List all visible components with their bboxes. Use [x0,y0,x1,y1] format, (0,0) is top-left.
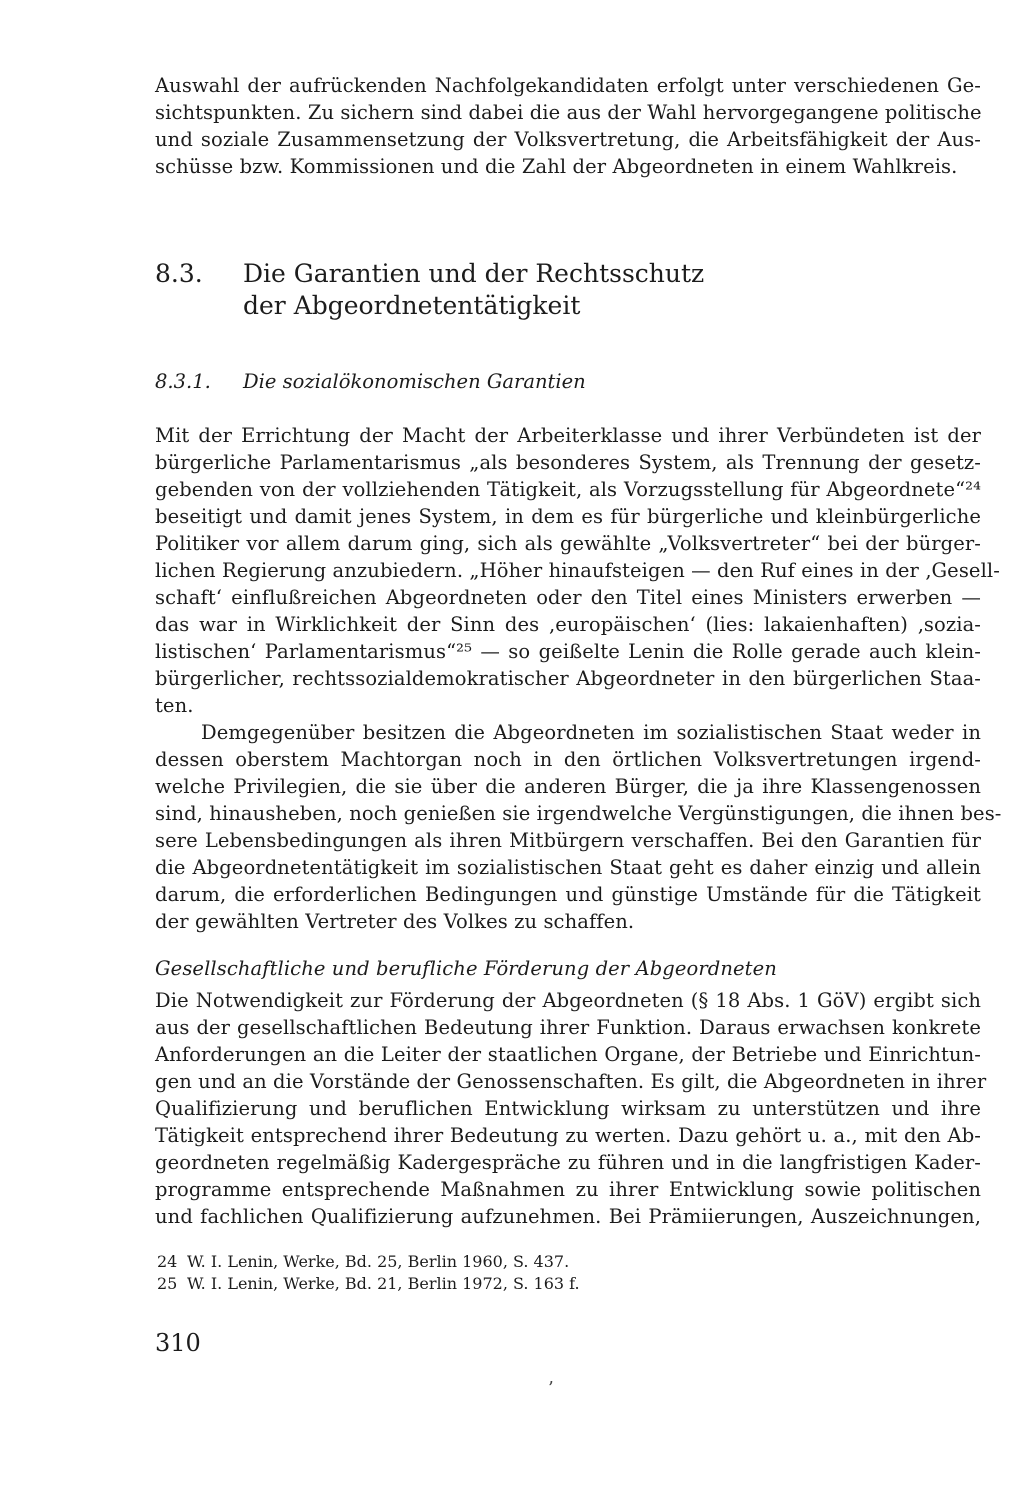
intro-line: Auswahl der aufrückenden Nachfolgekandidaten erfolgt unter verschiedenen Ge- [155,74,981,97]
paragraph-line: der gewählten Vertreter des Volkes zu schaffen. [155,910,635,933]
paragraph-line: darum, die erforderlichen Bedingungen und günstige Umstände für die Tätigkeit [155,883,981,906]
paragraph-line: dessen oberstem Machtorgan noch in den örtlichen Volksvertretungen irgend- [155,748,981,771]
paragraph-line: Die Notwendigkeit zur Förderung der Abgeordneten (§ 18 Abs. 1 GöV) ergibt sich [155,989,981,1012]
paragraph-line: geordneten regelmäßig Kadergespräche zu führen und in die langfristigen Kader- [155,1151,981,1174]
run-in-heading: Gesellschaftliche und berufliche Förderung der Abgeordneten [155,957,777,980]
paragraph-line: Demgegenüber besitzen die Abgeordneten im sozialistischen Staat weder in [201,721,981,744]
paragraph-line: bürgerlicher, rechtssozialdemokratischer Abgeordneter in den bürgerlichen Staa- [155,667,981,690]
paragraph-line: ten. [155,694,194,717]
paragraph-line: sind, hinausheben, noch genießen sie irgendwelche Vergünstigungen, die ihnen bes- [155,802,1002,825]
paragraph-line: aus der gesellschaftlichen Bedeutung ihrer Funktion. Daraus erwachsen konkrete [155,1016,981,1039]
paragraph-line: Tätigkeit entsprechend ihrer Bedeutung zu werten. Dazu gehört u. a., mit den Ab- [155,1124,981,1147]
paragraph-line: gebenden von der vollziehenden Tätigkeit, als Vorzugsstellung für Abgeordnete“²⁴ [155,478,981,501]
paragraph-line: das war in Wirklichkeit der Sinn des ‚europäischen‘ (lies: lakaienhaften) ‚sozia- [155,613,981,636]
subsection-number: 8.3.1. [155,370,211,393]
paragraph-line: welche Privilegien, die sie über die anderen Bürger, die ja ihre Klassengenossen [155,775,981,798]
footnote-text: W. I. Lenin, Werke, Bd. 25, Berlin 1960, S. 437. [187,1252,570,1271]
footnote-text: W. I. Lenin, Werke, Bd. 21, Berlin 1972, S. 163 f. [187,1274,580,1293]
footnote-number: 25 [157,1274,178,1293]
paragraph-line: die Abgeordnetentätigkeit im sozialistischen Staat geht es daher einzig und allein [155,856,981,879]
paragraph-line: Qualifizierung und beruflichen Entwicklung wirksam zu unterstützen und ihre [155,1097,981,1120]
scan-mark: ’ [548,1378,554,1399]
paragraph-line: schaft‘ einflußreichen Abgeordneten oder den Titel eines Ministers erwerben — [155,586,981,609]
footnote-number: 24 [157,1252,178,1271]
intro-line: und soziale Zusammensetzung der Volksvertretung, die Arbeitsfähigkeit der Aus- [155,128,981,151]
paragraph-line: Politiker vor allem darum ging, sich als gewählte „Volksvertreter“ bei der bürger- [155,532,981,555]
paragraph-line: gen und an die Vorstände der Genossenschaften. Es gilt, die Abgeordneten in ihrer [155,1070,987,1093]
paragraph-line: und fachlichen Qualifizierung aufzunehmen. Bei Prämiierungen, Auszeichnungen, [155,1205,981,1228]
paragraph-line: programme entsprechende Maßnahmen zu ihrer Entwicklung sowie politischen [155,1178,981,1201]
section-title-line: der Abgeordnetentätigkeit [243,291,581,320]
page-number: 310 [155,1329,201,1357]
paragraph-line: bürgerliche Parlamentarismus „als besonderes System, als Trennung der gesetz- [155,451,981,474]
section-number: 8.3. [155,259,203,288]
intro-line: schüsse bzw. Kommissionen und die Zahl der Abgeordneten in einem Wahlkreis. [155,155,958,178]
subsection-title: Die sozialökonomischen Garantien [243,370,586,393]
paragraph-line: listischen‘ Parlamentarismus“²⁵ — so geißelte Lenin die Rolle gerade auch klein- [155,640,981,663]
paragraph-line: beseitigt und damit jenes System, in dem es für bürgerliche und kleinbürgerliche [155,505,981,528]
paragraph-line: lichen Regierung anzubiedern. „Höher hinaufsteigen — den Ruf eines in der ‚Gesell- [155,559,1000,582]
paragraph-line: Mit der Errichtung der Macht der Arbeiterklasse und ihrer Verbündeten ist der [155,424,981,447]
section-title-line: Die Garantien und der Rechtsschutz [243,259,705,288]
paragraph-line: sere Lebensbedingungen als ihren Mitbürgern verschaffen. Bei den Garantien für [155,829,981,852]
intro-line: sichtspunkten. Zu sichern sind dabei die aus der Wahl hervorgegangene politische [155,101,982,124]
paragraph-line: Anforderungen an die Leiter der staatlichen Organe, der Betriebe und Einrichtun- [155,1043,981,1066]
